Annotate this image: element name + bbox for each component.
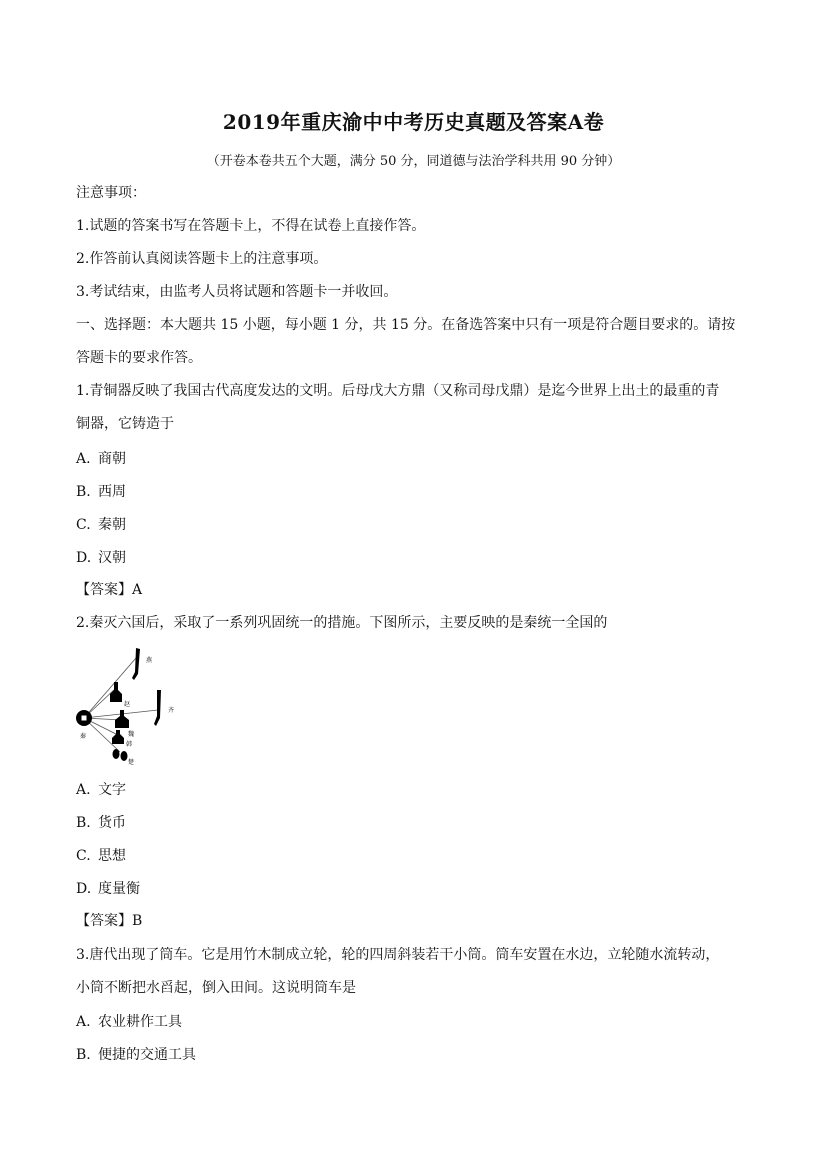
wei-spade-coin-icon — [115, 710, 129, 728]
label-qi: 齐 — [168, 707, 175, 714]
chu-ant-nose-coin-icon-2 — [121, 751, 128, 761]
notice-heading: 注意事项： — [76, 185, 146, 201]
option-text: 便捷的交通工具 — [98, 1047, 196, 1063]
option-text: 秦朝 — [98, 517, 126, 533]
question-3-option-a — [76, 1012, 756, 1032]
yan-knife-coin-icon — [132, 648, 140, 680]
han-spade-coin-icon — [112, 730, 124, 744]
label-yan: 燕 — [146, 657, 153, 664]
option-key: A. — [76, 451, 91, 467]
option-key: A. — [76, 782, 91, 798]
option-key: C. — [76, 517, 91, 533]
option-key: B. — [76, 1047, 91, 1063]
question-3-option-b — [76, 1045, 756, 1065]
option-key: C. — [76, 848, 91, 864]
option-key: D. — [76, 881, 92, 897]
notice-item-1: 1.试题的答案书写在答题卡上，不得在试卷上直接作答。 — [76, 218, 426, 234]
chu-ant-nose-coin-icon — [113, 749, 120, 759]
question-1-option-d — [76, 548, 756, 568]
option-text: 文字 — [98, 782, 126, 798]
option-key: B. — [76, 815, 91, 831]
question-2-answer: 【答案】B — [76, 913, 143, 929]
question-2-option-b — [76, 813, 756, 833]
question-1-option-b — [76, 482, 756, 502]
label-zhao: 赵 — [124, 701, 131, 708]
option-text: 货币 — [98, 815, 126, 831]
page-title: 2019年重庆渝中中考历史真题及答案A卷 — [222, 110, 605, 134]
section-instruction-line1: 一、选择题：本大题共 15 小题，每小题 1 分，共 15 分。在备选答案中只有一项是符合题目要求的。请按 — [76, 317, 736, 333]
question-1-line1: 1.青铜器反映了我国古代高度发达的文明。后母戊大方鼎（又称司母戊鼎）是迄今世界上出土的最重的青 — [76, 383, 720, 399]
option-text: 思想 — [98, 848, 126, 864]
question-2-option-d — [76, 879, 756, 899]
question-1-answer: 【答案】A — [76, 582, 143, 598]
notice-item-3: 3.考试结束，由监考人员将试题和答题卡一并收回。 — [76, 284, 398, 300]
question-2-option-c — [76, 846, 756, 866]
question-3-line1: 3.唐代出现了筒车。它是用竹木制成立轮，轮的四周斜装若干小筒。筒车安置在水边，立轮随水流转动， — [76, 947, 720, 963]
notice-item-2: 2.作答前认真阅读答题卡上的注意事项。 — [76, 251, 328, 267]
exam-subtitle: （开卷本卷共五个大题，满分 50 分，同道德与法治学科共用 90 分钟） — [206, 154, 621, 169]
label-chu: 楚 — [128, 759, 135, 766]
label-wei: 魏 — [128, 731, 135, 738]
qin-coin-hole — [82, 716, 87, 721]
option-text: 度量衡 — [98, 881, 140, 897]
question-1-option-c — [76, 515, 756, 535]
currency-unification-figure — [72, 644, 192, 770]
qi-knife-coin-icon — [154, 690, 161, 726]
option-text: 汉朝 — [98, 550, 126, 566]
option-text: 西周 — [98, 484, 126, 500]
label-qin: 秦 — [80, 733, 87, 740]
label-han: 韩 — [126, 741, 133, 748]
option-text: 商朝 — [98, 451, 126, 467]
section-instruction-line2: 答题卡的要求作答。 — [76, 350, 202, 366]
option-key: D. — [76, 550, 92, 566]
option-text: 农业耕作工具 — [98, 1014, 182, 1030]
option-key: B. — [76, 484, 91, 500]
question-1-option-a — [76, 449, 756, 469]
option-key: A. — [76, 1014, 91, 1030]
link-line-yan — [84, 658, 136, 718]
question-2-option-a — [76, 780, 756, 800]
question-3-line2: 小筒不断把水舀起，倒入田间。这说明筒车是 — [76, 980, 356, 996]
question-1-line2: 铜器，它铸造于 — [76, 416, 174, 432]
question-2-line1: 2.秦灭六国后，采取了一系列巩固统一的措施。下图所示，主要反映的是秦统一全国的 — [76, 615, 608, 631]
